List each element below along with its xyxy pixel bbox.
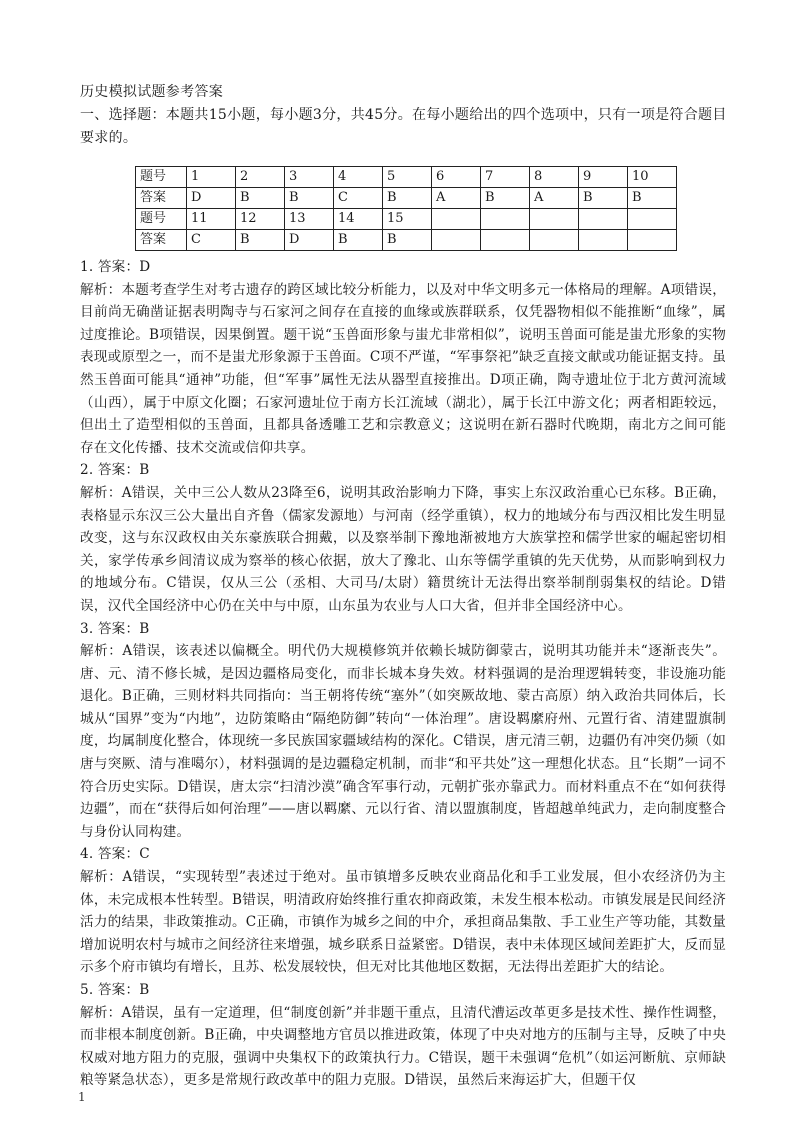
section-heading: 一、选择题：本题共15小题，每小题3分，共45分。在每小题给出的四个选项中，只有一项是符合题目要求的。 [80,107,727,146]
answer-table-cell: B [285,188,334,209]
answer-table-row-label: 答案 [136,188,187,209]
answer-table-cell: B [628,188,677,209]
question-analysis: 解析：A错误，虽有一定道理，但“制度创新”并非题干重点，且清代漕运改革更多是技术性、操作性调整，而非根本制度创新。B正确，中央调整地方官员以推进政策，体现了中央对地方的压制与主导，反映了中央权威对地方阻力的克服，强调中央集权下的政策执行力。C错误，题干未强调“危机”（如运河断航、京师缺粮等紧急状态），更多是常规行政改革中的阻力克服。D错误，虽然后来海运扩大，但题干仅 [80,1004,726,1089]
answer-table-cell [628,209,677,230]
answer-table-cell: B [383,230,432,251]
answer-table-cell [481,209,530,230]
answer-table-cell: C [187,230,236,251]
answer-table-cell [628,230,677,251]
answer-table-cell: B [579,188,628,209]
answer-table-cell: 14 [334,209,383,230]
answer-table-cell [432,209,481,230]
answer-table-cell: 13 [285,209,334,230]
answer-table-cell: C [334,188,383,209]
answer-table-cell: B [481,188,530,209]
answer-table-cell: 1 [187,167,236,188]
page-number: 1 [78,1090,86,1104]
question-block [80,843,726,979]
question-answer-label: 5. 答案：B [80,982,150,998]
answer-table-cell: B [383,188,432,209]
answer-table-row-label: 答案 [136,230,187,251]
answer-table-row-label: 题号 [136,209,187,230]
document-title: 历史模拟试题参考答案 [80,84,223,100]
answer-table-cell: B [236,188,285,209]
answer-table-cell: B [334,230,383,251]
answer-table-cell [579,230,628,251]
answer-table-cell: 3 [285,167,334,188]
question-answer-label: 2. 答案：B [80,462,150,479]
question-analysis: 解析：A错误，“实现转型”表述过于绝对。虽市镇增多反映农业商品化和手工业发展，但小农经济仍为主体，未完成根本性转型。B错误，明清政府始终推行重农抑商政策，未发生根本松动。市镇发展是民间经济活力的结果，非政策推动。C正确，市镇作为城乡之间的中介，承担商品集散、手工业生产等功能，其数量增加说明农村与城市之间经济往来增强，城乡联系日益紧密。D错误，表中未体现区域间差距扩大，反而显示多个府市镇均有增长，且苏、松发展较快，但无对比其他地区数据，无法得出差距扩大的结论。 [80,869,726,976]
answer-table-cell [530,230,579,251]
answer-table-row [136,167,677,188]
answer-table-cell: A [432,188,481,209]
answer-table-cell: 12 [236,209,285,230]
question-block [80,459,726,617]
answer-table-row [136,188,677,209]
answer-table-cell: 9 [579,167,628,188]
answer-table-row [136,209,677,230]
answer-table-cell: B [236,230,285,251]
answer-table-cell: 2 [236,167,285,188]
answer-table-cell: 4 [334,167,383,188]
question-analysis: 解析：本题考查学生对考古遗存的跨区域比较分析能力，以及对中华文明多元一体格局的理解。A项错误，目前尚无确凿证据表明陶寺与石家河之间存在直接的血缘或族群联系，仅凭器物相似不能推断“血缘”，属过度推论。B项错误，因果倒置。题干说“玉兽面形象与蚩尤非常相似”，说明玉兽面可能是蚩尤形象的实物表现或原型之一，而不是蚩尤形象源于玉兽面。C项不严谨，“军事祭祀”缺乏直接文献或功能证据支持。虽然玉兽面可能具“通神”功能，但“军事”属性无法从器型直接推出。D项正确，陶寺遗址位于北方黄河流域（山西），属于中原文化圈；石家河遗址位于南方长江流域（湖北），属于长江中游文化；两者相距较远，但出土了造型相似的玉兽面，且都具备透雕工艺和宗教意义；这说明在新石器时代晚期，南北方之间可能存在文化传播、技术交流或信仰共享。 [80,281,726,456]
answer-table-cell: 5 [383,167,432,188]
answer-table-cell: 10 [628,167,677,188]
question-answer-label: 1. 答案：D [80,259,151,275]
answer-table-row-label: 题号 [136,167,187,188]
answer-table-cell [432,230,481,251]
question-block [80,618,726,844]
answer-table-cell [481,230,530,251]
question-analysis: 解析：A错误，该表述以偏概全。明代仍大规模修筑并依赖长城防御蒙古，说明其功能并未“逐渐丧失”。唐、元、清不修长城，是因边疆格局变化，而非长城本身失效。材料强调的是治理逻辑转变，非设施功能退化。B正确，三则材料共同指向：当王朝将传统“塞外”（如突厥故地、蒙古高原）纳入政治共同体后，长城从“国界”变为“内地”，边防策略由“隔绝防御”转向“一体治理”。唐设羁縻府州、元置行省、清建盟旗制度，均属制度化整合，体现统一多民族国家疆域结构的深化。C错误，唐元清三朝，边疆仍有冲突仍频（如唐与突厥、清与准噶尔），材料强调的是边疆稳定机制，而非“和平共处”这一理想化状态。且“长期”一词不符合历史实际。D错误，唐太宗“扫清沙漠”确含军事行动，元朝扩张亦靠武力。而材料重点不在“如何获得边疆”，而在“获得后如何治理”——唐以羁縻、元以行省、清以盟旗制度，皆超越单纯武力，走向制度整合与身份认同构建。 [80,643,726,840]
answer-explanations [80,256,726,1092]
answer-table-cell: D [187,188,236,209]
question-analysis: 解析：A错误，关中三公人数从23降至6，说明其政治影响力下降，事实上东汉政治重心已东移。B正确，表格显示东汉三公大量出自齐鲁（儒家发源地）与河南（经学重镇），权力的地域分布与西汉相比发生明显改变，这与东汉政权由关东豪族联合拥戴，以及察举制下豫地渐被地方大族掌控和儒学世家的崛起密切相关，家学传承乡闾清议成为察举的核心依据，放大了豫北、山东等儒学重镇的先天优势，从而影响到权力的地域分布。C错误，仅从三公（丞相、大司马/太尉）籍贯统计无法得出察举制削弱集权的结论。D错误，汉代全国经济中心仍在关中与中原，山东虽为农业与人口大省，但并非全国经济中心。 [80,484,726,614]
answer-table-cell [530,209,579,230]
answer-table-cell: 11 [187,209,236,230]
answer-table-cell: D [285,230,334,251]
answer-table-cell: 15 [383,209,432,230]
answer-table-cell: A [530,188,579,209]
answer-table-row [136,230,677,251]
answer-table-body [136,167,677,251]
question-answer-label: 3. 答案：B [80,620,150,637]
answer-table-cell: 6 [432,167,481,188]
answer-table-cell [579,209,628,230]
answer-table [135,166,677,251]
question-answer-label: 4. 答案：C [80,846,150,863]
answer-table-cell: 8 [530,167,579,188]
answer-table-cell: 7 [481,167,530,188]
question-block [80,979,726,1092]
question-block [80,256,726,459]
